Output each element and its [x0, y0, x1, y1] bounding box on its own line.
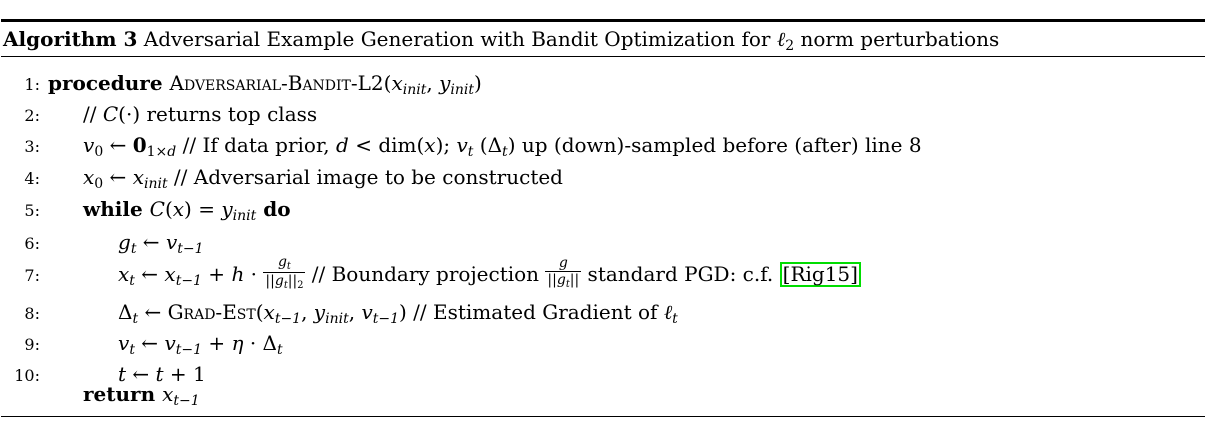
text-segment: Δ — [118, 300, 133, 324]
text-segment: 1× — [146, 144, 168, 161]
algorithm-line-return — [0, 382, 200, 413]
text-segment: ( — [383, 71, 392, 95]
text-segment: h — [231, 262, 245, 287]
text-segment: init — [402, 82, 427, 99]
text-segment: v — [83, 133, 95, 157]
text-segment: g — [118, 230, 131, 254]
line-number: 8: — [24, 304, 40, 323]
fraction-denominator — [545, 272, 581, 290]
text-segment: , — [348, 300, 362, 324]
text-segment: standard PGD: c.f. — [581, 262, 780, 287]
line-number: 4: — [24, 169, 40, 188]
text-segment: 2 — [785, 38, 795, 55]
text-segment: ( — [255, 300, 264, 324]
line-content — [83, 133, 922, 161]
text-segment: while — [83, 197, 150, 221]
text-segment: Grad-Est — [167, 300, 256, 324]
text-segment: ) // Estimated Gradient of — [399, 300, 664, 324]
text-segment: t — [155, 362, 164, 386]
algorithm-line-3 — [0, 133, 922, 164]
algorithm-line-7 — [0, 254, 861, 294]
text-segment: Algorithm 3 — [3, 27, 138, 51]
line-number: 3: — [24, 137, 40, 156]
text-segment: d — [336, 133, 349, 157]
text-segment: + — [201, 262, 232, 287]
text-segment: || — [265, 273, 275, 290]
algorithm-line-2 — [0, 102, 317, 128]
text-segment: t−1 — [177, 241, 204, 258]
text-segment: ← — [136, 230, 166, 254]
text-segment: ( — [164, 197, 173, 221]
text-segment: x — [118, 262, 130, 287]
text-segment: 2 — [297, 280, 304, 292]
text-segment: x — [172, 197, 185, 221]
text-segment: y — [313, 300, 326, 324]
text-segment: y — [221, 197, 233, 221]
line-content — [48, 71, 482, 99]
fraction-denominator — [263, 273, 305, 291]
text-segment: x — [83, 165, 95, 189]
text-segment: g — [558, 255, 568, 272]
line-content — [118, 300, 678, 328]
text-segment: Adversarial Example Generation with Bandit Optimization for — [137, 27, 777, 51]
text-segment: v — [361, 300, 373, 324]
text-segment: x — [162, 382, 174, 406]
text-segment: g — [274, 273, 284, 290]
text-segment: ← — [138, 300, 168, 324]
line-content — [83, 102, 317, 126]
text-segment: 0 — [132, 133, 147, 157]
text-segment: ← — [134, 262, 165, 287]
algorithm-line-9 — [0, 331, 283, 362]
text-segment: ← — [103, 133, 133, 157]
text-segment: x — [132, 165, 144, 189]
text-segment: ) = — [184, 197, 222, 221]
text-segment: x — [263, 300, 275, 324]
text-segment: ) up (down)-sampled before (after) line 8 — [507, 133, 922, 157]
text-segment: C — [149, 197, 165, 221]
text-segment: ℓ — [776, 27, 786, 51]
text-segment: || — [547, 272, 557, 289]
text-segment: 0 — [94, 144, 104, 161]
text-segment: init — [450, 82, 475, 99]
text-segment: 0 — [94, 176, 104, 193]
fraction-numerator — [545, 255, 581, 272]
text-segment: t — [283, 280, 288, 292]
text-segment: return — [83, 382, 163, 406]
text-segment: t — [467, 144, 474, 161]
text-segment: t — [129, 342, 135, 359]
text-segment: t — [565, 279, 570, 291]
text-segment: v — [456, 133, 468, 157]
text-segment: t — [129, 273, 135, 290]
text-segment: t — [132, 311, 139, 328]
text-segment: · — [244, 262, 264, 287]
line-number: 6: — [24, 234, 40, 253]
text-segment: t — [672, 311, 678, 328]
text-segment: // — [83, 102, 103, 126]
math-fraction — [545, 255, 581, 290]
line-number: 2: — [24, 106, 40, 125]
text-segment: t — [118, 362, 127, 386]
algorithm-line-8 — [0, 300, 678, 331]
text-segment: x — [391, 71, 403, 95]
bottom-rule — [1, 416, 1205, 417]
text-segment: t — [502, 144, 508, 161]
line-content — [118, 230, 204, 258]
text-segment: ← — [134, 331, 165, 355]
line-number: 1: — [24, 75, 40, 94]
text-segment: ); — [435, 133, 457, 157]
line-number: 7: — [24, 266, 40, 286]
line-number: 9: — [24, 335, 40, 354]
text-segment: t−1 — [372, 311, 400, 328]
text-segment: // If data prior, — [176, 133, 337, 157]
text-segment: init — [232, 208, 257, 225]
text-segment: t−1 — [274, 311, 302, 328]
text-segment: < dim( — [348, 133, 425, 157]
text-segment: g — [277, 254, 287, 270]
algorithm-line-1 — [0, 71, 482, 102]
text-segment: (Δ — [473, 133, 503, 157]
text-segment: init — [143, 176, 168, 193]
text-segment: g — [556, 272, 566, 289]
line-content — [118, 254, 861, 292]
text-segment: norm perturbations — [794, 27, 1000, 51]
text-segment: t−1 — [173, 393, 200, 410]
text-segment: η — [231, 331, 244, 355]
line-content — [83, 382, 200, 410]
text-segment: x — [424, 133, 436, 157]
text-segment: t — [130, 241, 137, 258]
text-segment: C — [102, 102, 119, 126]
line-content — [83, 197, 291, 225]
line-content — [83, 165, 563, 193]
text-segment: t−1 — [175, 342, 203, 359]
text-segment: t — [277, 342, 283, 359]
text-segment: , — [301, 300, 314, 324]
algorithm-line-4 — [0, 165, 563, 196]
text-segment: + — [202, 331, 232, 355]
line-content — [118, 331, 283, 359]
text-segment: t — [286, 260, 291, 272]
text-segment: ℓ — [663, 300, 673, 324]
line-number: 5: — [24, 201, 40, 220]
fraction-numerator — [263, 254, 305, 273]
math-fraction — [263, 254, 305, 291]
text-segment: v — [118, 331, 130, 355]
text-segment: Adversarial-Bandit-L2 — [169, 71, 384, 95]
text-segment: || — [569, 272, 580, 289]
text-segment: ← — [126, 362, 156, 386]
text-segment: // Boundary projection — [305, 262, 546, 287]
text-segment: (·) returns top class — [118, 102, 318, 126]
text-segment: v — [164, 331, 176, 355]
text-segment: d — [167, 144, 177, 161]
text-segment: x — [164, 262, 176, 287]
text-segment: // Adversarial image to be constructed — [167, 165, 563, 189]
text-segment: || — [287, 273, 298, 290]
text-segment: init — [325, 311, 349, 328]
text-segment: ← — [103, 165, 133, 189]
line-number: 10: — [14, 366, 40, 385]
text-segment: , — [426, 71, 440, 95]
text-segment: y — [439, 71, 451, 95]
text-segment: ) — [474, 71, 482, 95]
text-segment: v — [165, 230, 178, 254]
text-segment: procedure — [48, 71, 170, 95]
text-segment: do — [256, 197, 291, 221]
citation-link-rig15[interactable]: [Rig15] — [780, 262, 861, 287]
text-segment: · Δ — [243, 331, 277, 355]
text-segment: t−1 — [175, 273, 202, 290]
text-segment: + 1 — [163, 362, 206, 386]
algorithm-line-5 — [0, 197, 291, 228]
